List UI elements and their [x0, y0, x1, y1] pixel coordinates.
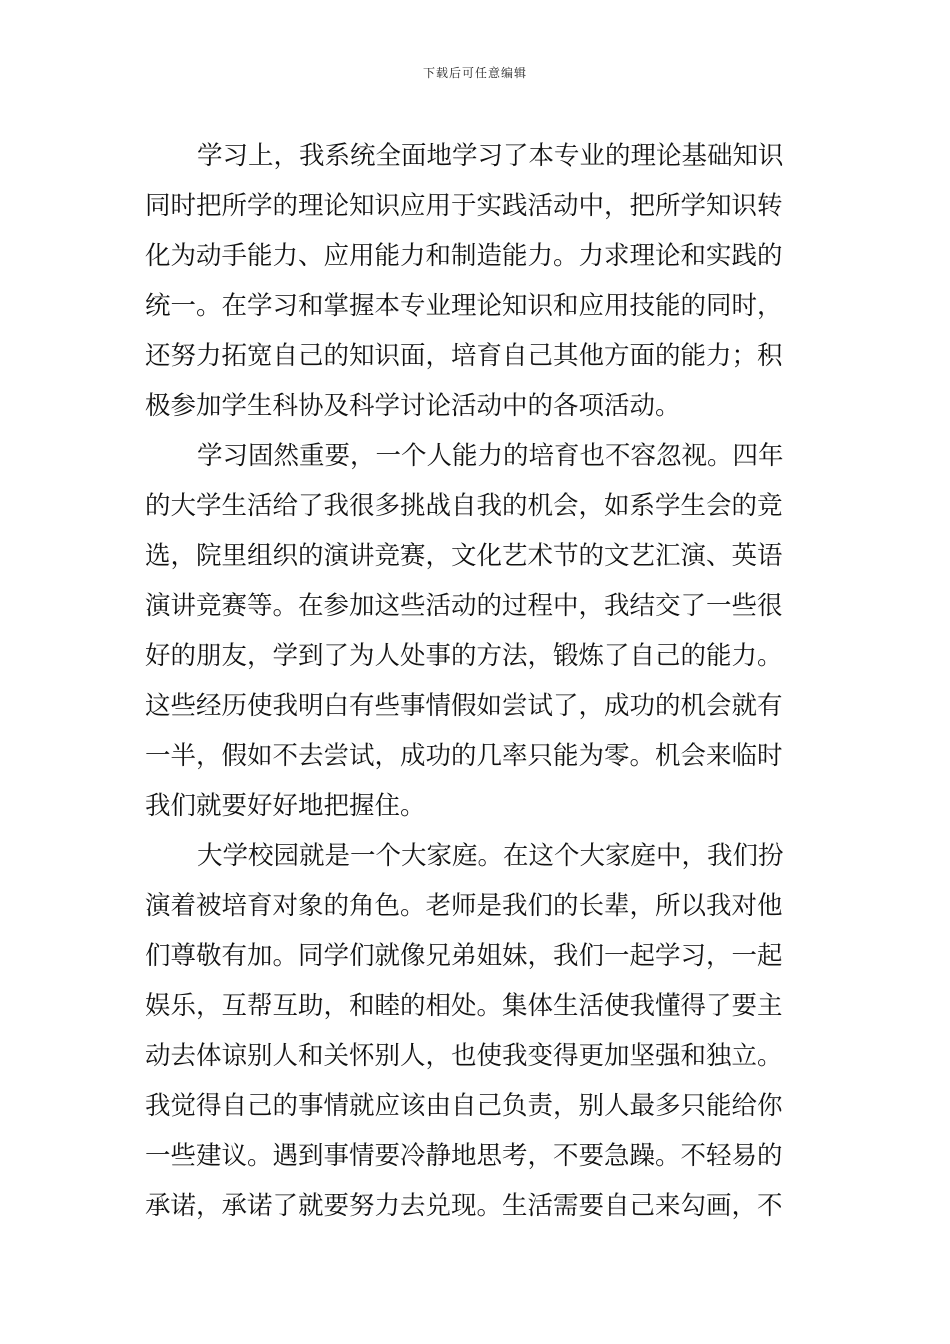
text-line: 这些经历使我明白有些事情假如尝试了，成功的机会就有 [145, 691, 783, 721]
text-line: 极参加学生科协及科学讨论活动中的各项活动。 [145, 391, 681, 421]
text-line: 我觉得自己的事情就应该由自己负责，别人最多只能给你 [145, 1091, 783, 1121]
text-line: 学习固然重要，一个人能力的培育也不容忽视。四年 [197, 441, 784, 471]
text-line: 一些建议。遇到事情要冷静地思考，不要急躁。不轻易的 [145, 1141, 783, 1171]
text-line: 演讲竞赛等。在参加这些活动的过程中，我结交了一些很 [145, 591, 783, 621]
text-line: 的大学生活给了我很多挑战自我的机会，如系学生会的竞 [145, 491, 783, 521]
body-text [145, 131, 809, 1231]
text-line: 还努力拓宽自己的知识面，培育自己其他方面的能力；积 [145, 341, 783, 371]
header-note: 下载后可任意编辑 [422, 66, 527, 80]
text-line: 承诺，承诺了就要努力去兑现。生活需要自己来勾画，不 [145, 1191, 783, 1221]
text-line: 化为动手能力、应用能力和制造能力。力求理论和实践的 [145, 241, 783, 271]
text-line: 选，院里组织的演讲竞赛，文化艺术节的文艺汇演、英语 [145, 541, 783, 571]
text-line: 们尊敬有加。同学们就像兄弟姐妹，我们一起学习，一起 [145, 941, 783, 971]
text-line: 一半，假如不去尝试，成功的几率只能为零。机会来临时 [145, 741, 783, 771]
text-line: 大学校园就是一个大家庭。在这个大家庭中，我们扮 [197, 841, 784, 871]
text-line: 统一。在学习和掌握本专业理论知识和应用技能的同时， [145, 291, 783, 321]
text-line: 我们就要好好地把握住。 [145, 791, 426, 821]
text-line: 同时把所学的理论知识应用于实践活动中，把所学知识转 [145, 191, 783, 221]
text-line: 学习上，我系统全面地学习了本专业的理论基础知识 [197, 141, 784, 171]
text-line: 娱乐，互帮互助，和睦的相处。集体生活使我懂得了要主 [145, 991, 783, 1021]
text-line: 好的朋友，学到了为人处事的方法，锻炼了自己的能力。 [145, 641, 783, 671]
text-line: 演着被培育对象的角色。老师是我们的长辈，所以我对他 [145, 891, 783, 921]
text-line: 动去体谅别人和关怀别人，也使我变得更加坚强和独立。 [145, 1041, 783, 1071]
